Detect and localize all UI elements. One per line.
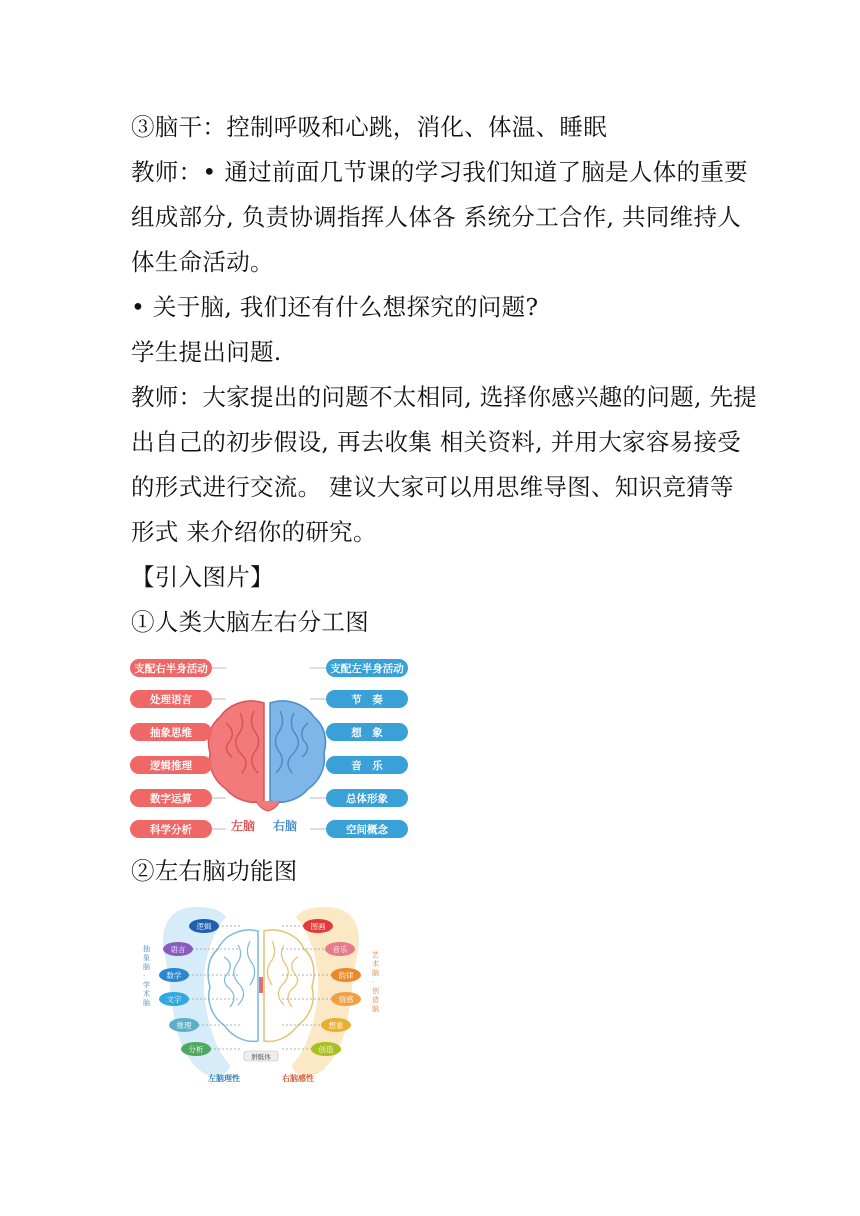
right-side-label: 艺术脑·创造脑 <box>372 951 379 1013</box>
text-line-4: 体生命活动。 <box>131 248 274 276</box>
left-function-label: 逻辑推理 <box>150 760 192 772</box>
right-item-label: 情感 <box>338 995 354 1004</box>
left-brain-caption: 左脑 <box>231 819 256 833</box>
right-item-label: 音乐 <box>332 945 348 954</box>
bottom-right-label: 右脑感性 <box>282 1074 314 1083</box>
right-item-label: 想象 <box>328 1021 344 1030</box>
text-line-9: 的形式进行交流。 建议大家可以用思维导图、知识竞猜等 <box>131 473 734 501</box>
figure2-caption: ②左右脑功能图 <box>131 857 298 885</box>
left-function-label: 科学分析 <box>150 824 192 836</box>
left-function-label: 处理语言 <box>150 694 192 706</box>
right-function-label: 想 象 <box>351 727 383 739</box>
text-line-5: • 关于脑, 我们还有什么想探究的问题? <box>131 293 539 321</box>
left-side-label: 抽象脑·学术脑 <box>143 945 150 1007</box>
left-item-label: 分析 <box>188 1045 204 1054</box>
brain-function-figure <box>138 901 384 1087</box>
left-item-label: 文字 <box>166 995 182 1004</box>
text-line-3: 组成部分, 负责协调指挥人体各 系统分工合作, 共同维持人 <box>131 203 742 231</box>
text-line-6: 学生提出问题. <box>131 338 282 366</box>
right-function-label: 支配左半身活动 <box>330 663 404 675</box>
brain-function-diagram <box>138 901 384 1087</box>
left-function-label: 数字运算 <box>150 793 192 805</box>
brain-division-figure <box>130 653 408 840</box>
right-function-label: 空间概念 <box>346 824 388 836</box>
left-item-label: 推理 <box>176 1021 192 1030</box>
left-item-label: 数学 <box>166 971 182 980</box>
figure1-caption: ①人类大脑左右分工图 <box>131 608 369 636</box>
right-function-label: 音 乐 <box>351 760 383 772</box>
text-line-2: 教师：• 通过前面几节课的学习我们知道了脑是人体的重要 <box>131 158 748 186</box>
bottom-left-label: 左脑理性 <box>208 1074 240 1083</box>
right-item-label: 韵律 <box>338 971 354 980</box>
text-line-10: 形式 来介绍你的研究。 <box>131 518 377 546</box>
corpus-callosum-label: 胼胝体 <box>251 1053 271 1061</box>
right-item-label: 创造 <box>318 1045 334 1054</box>
left-item-label: 语言 <box>170 945 186 954</box>
left-function-label: 支配右半身活动 <box>134 663 208 675</box>
left-function-label: 抽象思维 <box>150 727 192 739</box>
right-function-label: 节 奏 <box>351 694 383 706</box>
right-function-label: 总体形象 <box>346 793 388 805</box>
right-item-label: 图画 <box>310 922 326 931</box>
text-line-1: ③脑干：控制呼吸和心跳，消化、体温、睡眠 <box>131 113 607 141</box>
brain-division-diagram <box>130 653 408 840</box>
text-line-8: 出自己的初步假设, 再去收集 相关资料, 并用大家容易接受 <box>131 428 742 456</box>
left-item-label: 逻辑 <box>196 922 212 931</box>
right-brain-caption: 右脑 <box>273 819 298 833</box>
text-line-7: 教师：大家提出的问题不太相同, 选择你感兴趣的问题, 先提 <box>131 383 758 411</box>
text-line-11: 【引入图片】 <box>131 563 274 591</box>
